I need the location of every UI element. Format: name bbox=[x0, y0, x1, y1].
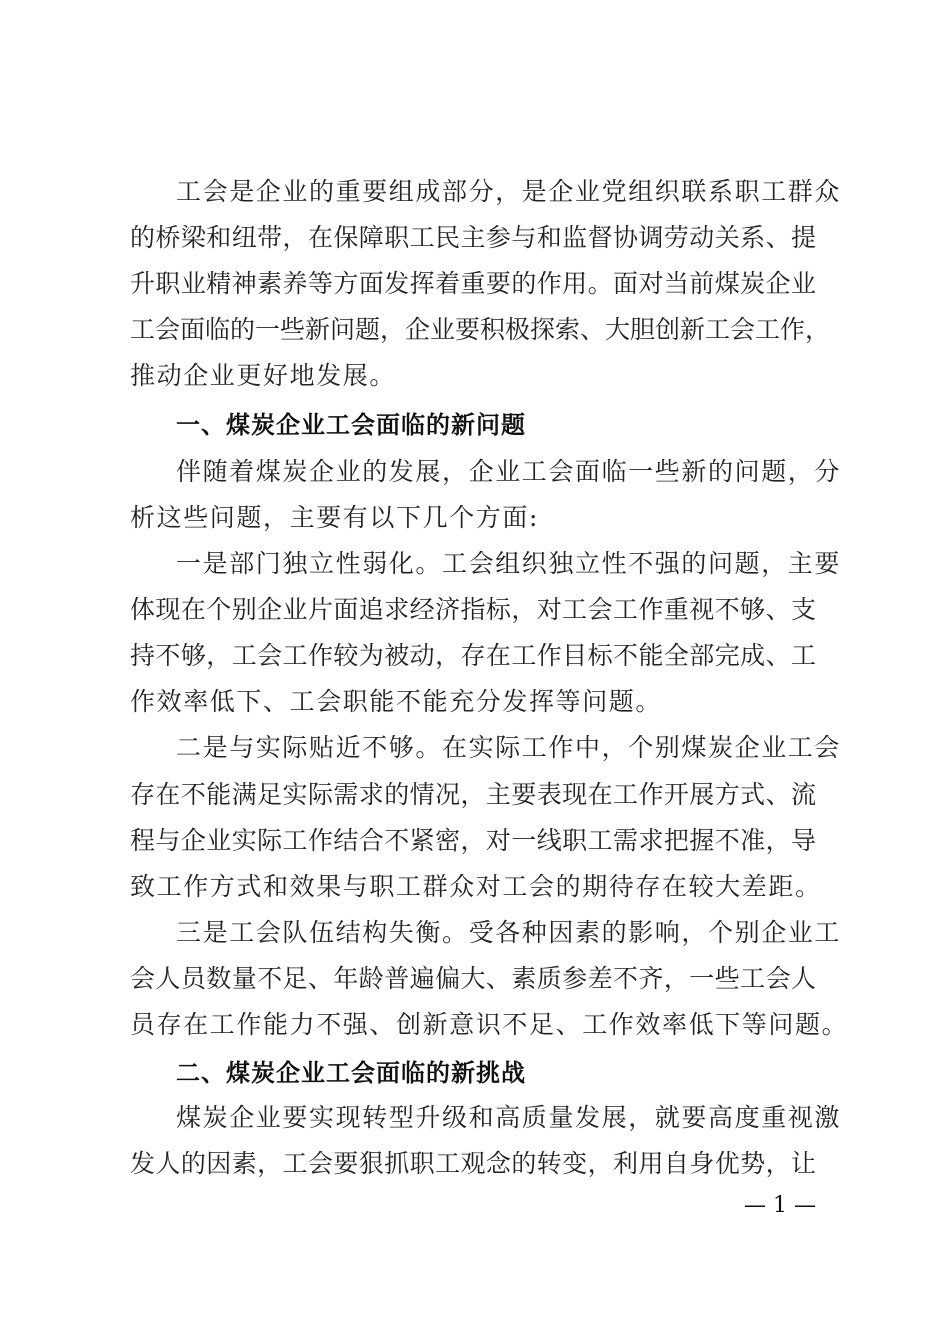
paragraph-line: 会人员数量不足、年龄普遍偏大、素质参差不齐，一些工会人 bbox=[130, 964, 816, 993]
paragraph-line: 三是工会队伍结构失衡。受各种因素的影响，个别企业工 bbox=[176, 918, 842, 947]
page-number: — 1 — bbox=[744, 1193, 816, 1218]
paragraph-line: 员存在工作能力不强、创新意识不足、工作效率低下等问题。 bbox=[130, 1010, 849, 1039]
section-heading-1: 一、煤炭企业工会面临的新问题 bbox=[176, 411, 526, 439]
paragraph-line: 一是部门独立性弱化。工会组织独立性不强的问题，主要 bbox=[176, 549, 842, 578]
paragraph-line: 程与企业实际工作结合不紧密，对一线职工需求把握不准，导 bbox=[130, 826, 816, 855]
paragraph-line: 体现在个别企业片面追求经济指标，对工会工作重视不够、支 bbox=[130, 595, 816, 624]
paragraph-line: 工会面临的一些新问题，企业要积极探索、大胆创新工会工作， bbox=[130, 315, 831, 344]
paragraph-line: 伴随着煤炭企业的发展，企业工会面临一些新的问题，分 bbox=[176, 457, 842, 486]
paragraph-line: 持不够，工会工作较为被动，存在工作目标不能全部完成、工 bbox=[130, 641, 816, 670]
paragraph-line: 推动企业更好地发展。 bbox=[130, 361, 397, 390]
paragraph-line: 的桥梁和纽带，在保障职工民主参与和监督协调劳动关系、提 bbox=[130, 223, 816, 252]
paragraph-line: 煤炭企业要实现转型升级和高质量发展，就要高度重视激 bbox=[176, 1103, 842, 1132]
paragraph-line: 发人的因素，工会要狠抓职工观念的转变，利用自身优势，让 bbox=[130, 1149, 816, 1178]
paragraph-line: 二是与实际贴近不够。在实际工作中，个别煤炭企业工会 bbox=[176, 733, 842, 762]
section-heading-2: 二、煤炭企业工会面临的新挑战 bbox=[176, 1059, 526, 1087]
paragraph-line: 致工作方式和效果与职工群众对工会的期待存在较大差距。 bbox=[130, 872, 822, 901]
paragraph-line: 工会是企业的重要组成部分，是企业党组织联系职工群众 bbox=[176, 177, 842, 206]
paragraph-line: 升职业精神素养等方面发挥着重要的作用。面对当前煤炭企业 bbox=[130, 269, 816, 298]
paragraph-line: 析这些问题，主要有以下几个方面: bbox=[130, 503, 540, 532]
paragraph-line: 作效率低下、工会职能不能充分发挥等问题。 bbox=[130, 687, 663, 716]
paragraph-line: 存在不能满足实际需求的情况，主要表现在工作开展方式、流 bbox=[130, 780, 816, 809]
